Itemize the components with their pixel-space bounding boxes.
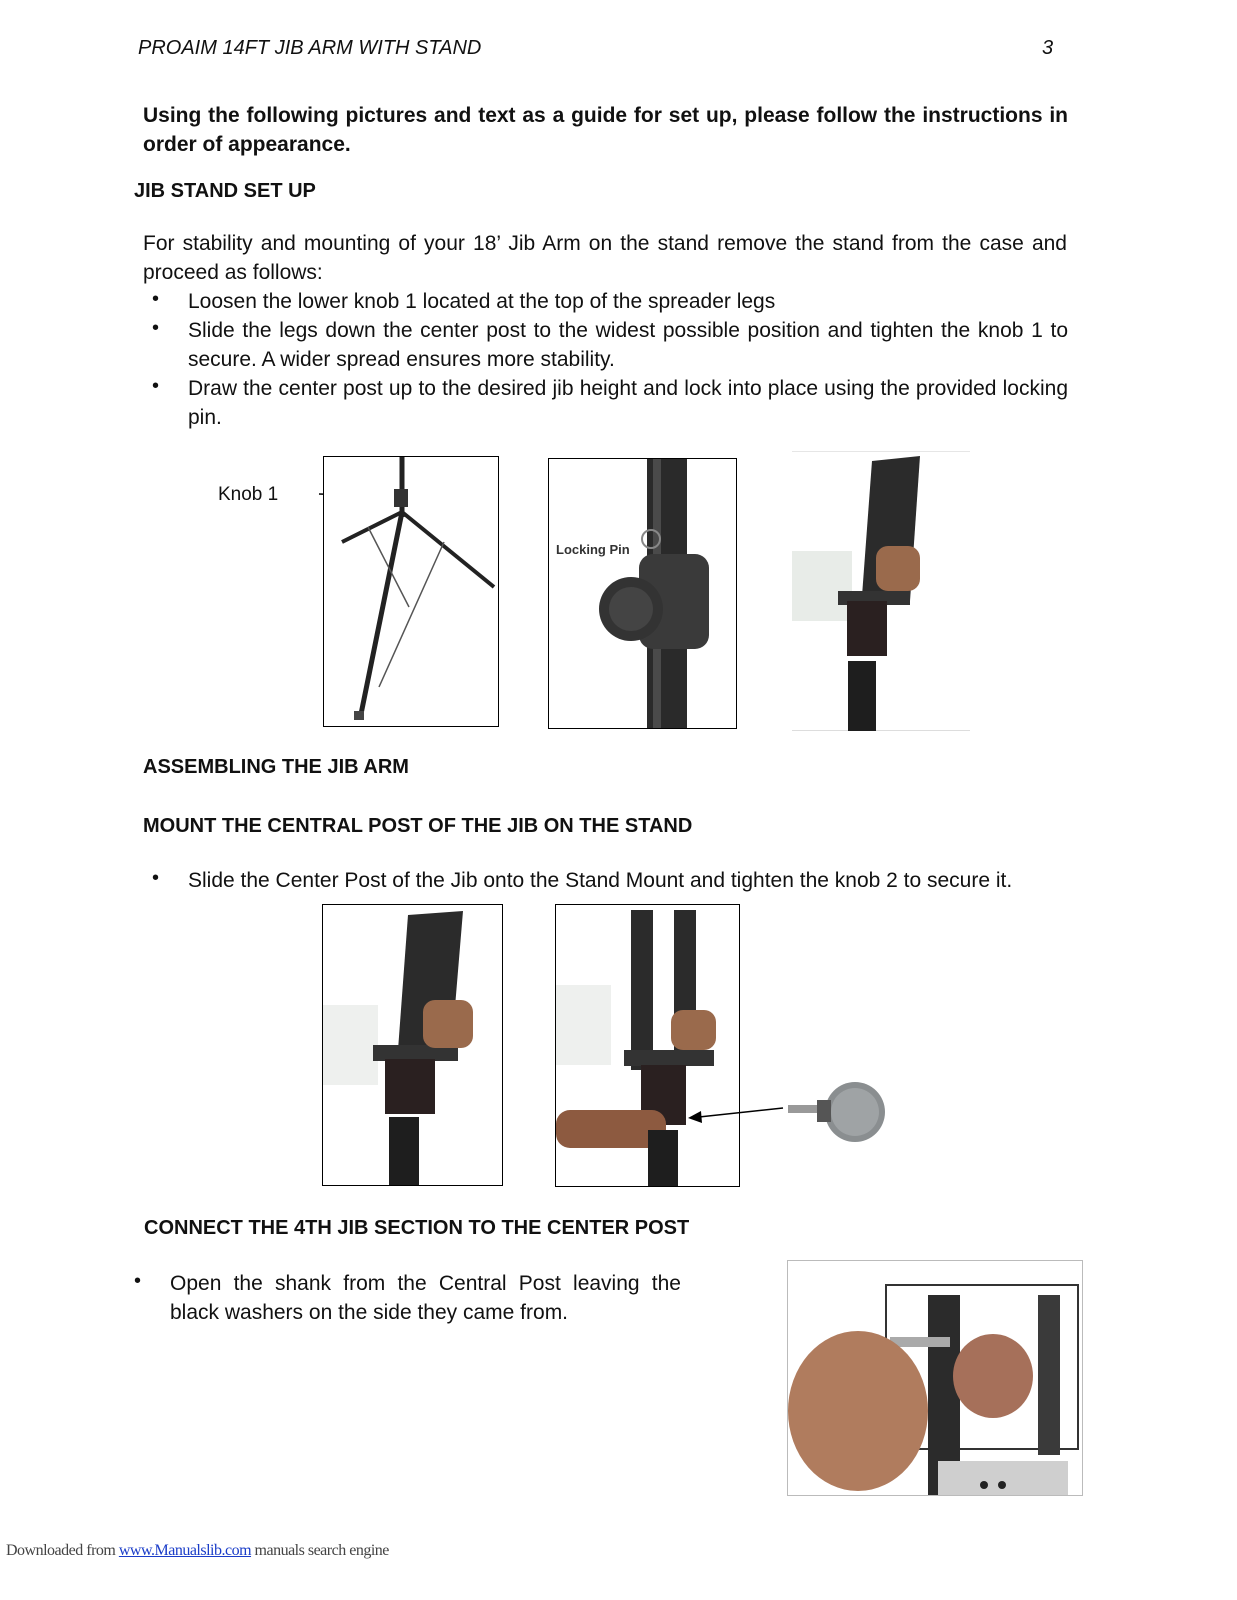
center-post-hand-image <box>792 451 970 731</box>
footer-suffix: manuals search engine <box>251 1542 389 1559</box>
bullet-icon: • <box>152 317 160 339</box>
stand-bullet-3: Draw the center post up to the desired jib height and lock into place using the provided locking pin. <box>188 377 1068 429</box>
manualslib-link[interactable]: www.Manualslib.com <box>118 1542 252 1559</box>
post-on-stand-image <box>322 904 503 1186</box>
intro-text: Using the following pictures and text as a guide for set up, please follow the instructions in order of appearance. <box>143 104 1068 156</box>
knob1-label: Knob 1 <box>218 484 279 505</box>
stand-setup-paragraph: For stability and mounting of your 18’ Jib Arm on the stand remove the stand from the case and proceed as follows: <box>143 232 1067 284</box>
mount-bullet-1: Slide the Center Post of the Jib onto the Stand Mount and tighten the knob 2 to secure it. <box>188 869 1013 892</box>
bullet-icon: • <box>134 1270 142 1292</box>
locking-pin-image <box>548 458 737 729</box>
section-heading-assembling: ASSEMBLING THE JIB ARM <box>143 756 409 778</box>
section-heading-connect-4th-section: CONNECT THE 4TH JIB SECTION TO THE CENTER POST <box>144 1217 690 1239</box>
bullet-icon: • <box>152 375 160 397</box>
subheading-mount-central-post: MOUNT THE CENTRAL POST OF THE JIB ON THE STAND <box>143 815 693 837</box>
section-heading-jib-stand: JIB STAND SET UP <box>134 180 316 202</box>
stand-bullet-2: Slide the legs down the center post to the widest possible position and tighten the knob 1 to secure. A wider spread ensures more stability. <box>188 319 1068 371</box>
shank-removal-image <box>787 1260 1083 1496</box>
tripod-stand-image <box>323 456 499 727</box>
page-number: 3 <box>1042 37 1054 59</box>
locking-pin-label: Locking Pin <box>556 542 630 557</box>
connect-bullet-1: Open the shank from the Central Post leaving the black washers on the side they came from. <box>170 1272 681 1324</box>
bullet-icon: • <box>152 288 160 310</box>
stand-bullet-1: Loosen the lower knob 1 located at the top of the spreader legs <box>188 290 776 313</box>
download-footer <box>6 1542 389 1560</box>
running-header: PROAIM 14FT JIB ARM WITH STAND <box>138 37 482 59</box>
knob2-arrow-with-knob <box>683 1080 893 1150</box>
bullet-icon: • <box>152 867 160 889</box>
footer-prefix: Downloaded from <box>6 1542 119 1559</box>
